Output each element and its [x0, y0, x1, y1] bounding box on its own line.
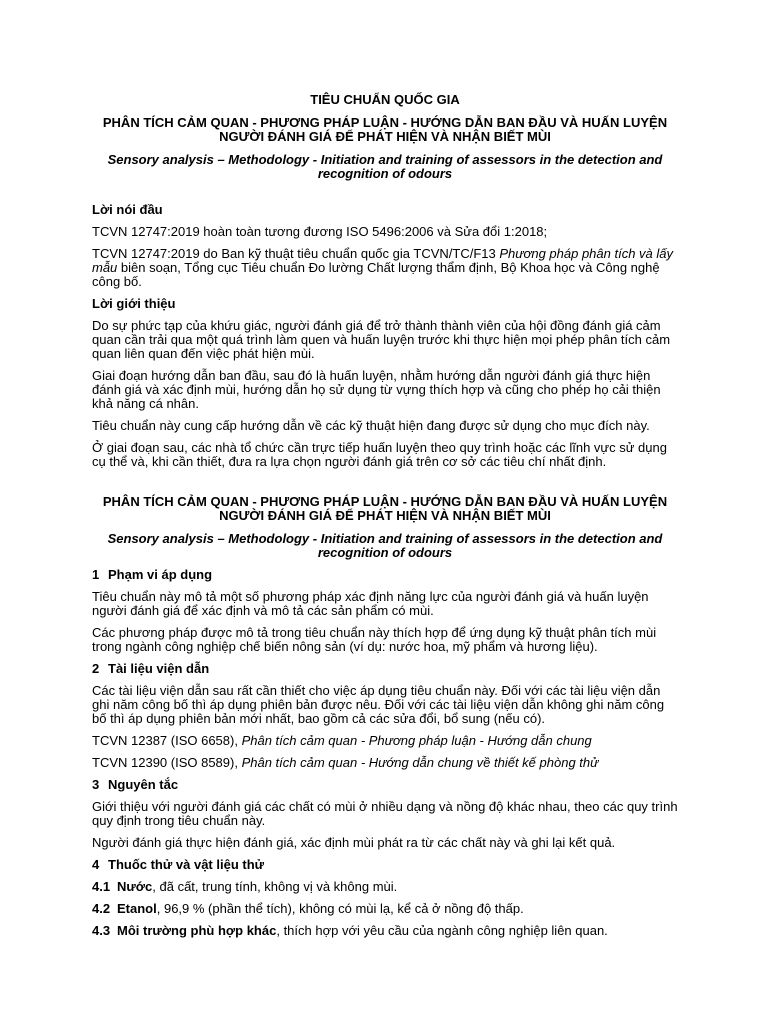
foreword-paragraph-1: TCVN 12747:2019 hoàn toàn tương đương ISO 5496:2006 và Sửa đổi 1:2018; — [92, 224, 548, 239]
national-standard-label: TIÊU CHUẨN QUỐC GIA — [310, 92, 460, 107]
section-3-paragraph-1: Giới thiệu với người đánh giá các chất có mùi ở nhiều dạng và nồng độ khác nhau, theo các quy trình quy định trong tiêu chuẩn này. — [92, 799, 678, 828]
body-title-english: Sensory analysis – Methodology - Initiation and training of assessors in the detection and recognition of odours — [107, 531, 663, 560]
title-vietnamese: PHÂN TÍCH CẢM QUAN - PHƯƠNG PHÁP LUẬN - HƯỚNG DẪN BAN ĐẦU VÀ HUẤN LUYỆN NGƯỜI ĐÁNH GIÁ ĐỂ PHÁT HIỆN VÀ NHẬN BIẾT MÙI — [102, 115, 668, 144]
item-4-3-term: Môi trường phù hợp khác — [117, 923, 277, 938]
foreword-text-b: biên soạn, Tổng cục Tiêu chuẩn Đo lường Chất lượng thẩm định, Bộ Khoa học và Công nghệ công bố. — [92, 260, 660, 289]
section-2-paragraph-1: Các tài liệu viện dẫn sau rất cần thiết cho việc áp dụng tiêu chuẩn này. Đối với các tài liệu viện dẫn ghi năm công bố thì áp dụng phiên bản được nêu. Đối với các tài liệu viện dẫn không ghi năm công bố thì áp dụng phiên bản mới nhất, bao gồm cả các sửa đổi, bổ sung (nếu có). — [92, 683, 665, 726]
item-4-2 — [92, 902, 678, 916]
section-4-title: Thuốc thử và vật liệu thử — [108, 857, 265, 872]
item-4-3-text: , thích hợp với yêu cầu của ngành công nghiệp liên quan. — [276, 923, 608, 938]
body-title-vietnamese: PHÂN TÍCH CẢM QUAN - PHƯƠNG PHÁP LUẬN - HƯỚNG DẪN BAN ĐẦU VÀ HUẤN LUYỆN NGƯỜI ĐÁNH GIÁ ĐỂ PHÁT HIỆN VÀ NHẬN BIẾT MÙI — [102, 494, 668, 523]
item-4-3 — [92, 924, 678, 938]
section-1-heading — [92, 568, 678, 582]
section-3-number: 3 — [92, 777, 100, 792]
section-2-number: 2 — [92, 661, 100, 676]
item-4-3-number: 4.3 — [92, 923, 111, 938]
item-4-1-term: Nước — [117, 879, 153, 894]
title-english: Sensory analysis – Methodology - Initiation and training of assessors in the detection and recognition of odours — [107, 152, 663, 181]
item-4-1-number: 4.1 — [92, 879, 111, 894]
section-1-paragraph-1: Tiêu chuẩn này mô tả một số phương pháp xác định năng lực của người đánh giá và huấn luyện người đánh giá để xác định và mô tả các sản phẩm có mùi. — [92, 589, 649, 618]
section-1-number: 1 — [92, 567, 100, 582]
section-2-heading — [92, 662, 678, 676]
reference-2-code: TCVN 12390 (ISO 8589), — [92, 755, 242, 770]
reference-1-code: TCVN 12387 (ISO 6658), — [92, 733, 242, 748]
section-4-number: 4 — [92, 857, 100, 872]
item-4-1-text: , đã cất, trung tính, không vị và không mùi. — [152, 879, 398, 894]
item-4-2-term: Etanol — [117, 901, 157, 916]
section-2-title: Tài liệu viện dẫn — [108, 661, 210, 676]
introduction-paragraph-4: Ở giai đoạn sau, các nhà tổ chức cần trực tiếp huấn luyện theo quy trình hoặc các lĩnh vực sử dụng cụ thể và, khi cần thiết, đưa ra lựa chọn người đánh giá trên cơ sở các tiêu chí nhất định. — [92, 440, 667, 469]
item-4-2-number: 4.2 — [92, 901, 111, 916]
introduction-paragraph-2: Giai đoạn hướng dẫn ban đầu, sau đó là huấn luyện, nhằm hướng dẫn người đánh giá thực hiện đánh giá và xác định mùi, hướng dẫn họ sử dụng từ vựng thích hợp và cũng cho phép họ cải thiện khả năng cá nhân. — [92, 368, 661, 411]
reference-1 — [92, 734, 678, 748]
section-1-paragraph-2: Các phương pháp được mô tả trong tiêu chuẩn này thích hợp để ứng dụng kỹ thuật phân tích mùi trong ngành công nghiệp chế biến nông sản (ví dụ: nước hoa, mỹ phẩm và hương liệu). — [92, 625, 657, 654]
reference-1-title: Phân tích cảm quan - Phương pháp luận - Hướng dẫn chung — [241, 733, 592, 748]
section-spacer — [92, 477, 678, 495]
foreword-heading: Lời nói đầu — [92, 202, 163, 217]
introduction-heading: Lời giới thiệu — [92, 296, 176, 311]
section-4-heading — [92, 858, 678, 872]
section-3-paragraph-2: Người đánh giá thực hiện đánh giá, xác định mùi phát ra từ các chất này và ghi lại kết quả. — [92, 835, 616, 850]
section-3-heading — [92, 778, 678, 792]
section-3-title: Nguyên tắc — [108, 777, 179, 792]
document-body — [92, 93, 678, 946]
foreword-paragraph-2 — [92, 247, 678, 289]
foreword-text-a: TCVN 12747:2019 do Ban kỹ thuật tiêu chuẩn quốc gia TCVN/TC/F13 — [92, 246, 500, 261]
foreword-text-italic: Phương pháp phân tích và lấy mẫu — [92, 246, 674, 275]
section-1-title: Phạm vi áp dụng — [108, 567, 213, 582]
reference-2-title: Phân tích cảm quan - Hướng dẫn chung về thiết kế phòng thử — [241, 755, 599, 770]
item-4-2-text: , 96,9 % (phần thể tích), không có mùi lạ, kể cả ở nồng độ thấp. — [156, 901, 524, 916]
reference-2 — [92, 756, 678, 770]
introduction-paragraph-1: Do sự phức tạp của khứu giác, người đánh giá để trở thành thành viên của hội đồng đánh giá cảm quan cần trải qua một quá trình làm quen và huấn luyện trước khi thực hiện mọi phép phân tích cảm quan liên quan đến việc phát hiện mùi. — [92, 318, 671, 361]
item-4-1 — [92, 880, 678, 894]
introduction-paragraph-3: Tiêu chuẩn này cung cấp hướng dẫn về các kỹ thuật hiện đang được sử dụng cho mục đích này. — [92, 418, 650, 433]
